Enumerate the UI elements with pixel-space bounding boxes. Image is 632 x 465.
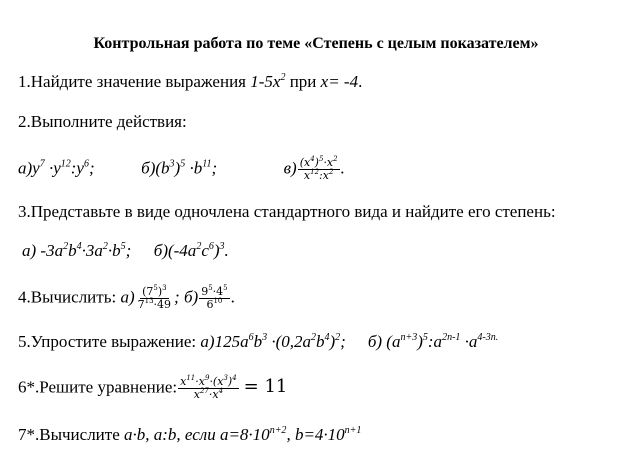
task-1-label: 1.Найдите значение выражения: [18, 72, 251, 91]
task-3-a-part: ·3a: [81, 241, 103, 260]
task-4-b-fraction: [199, 286, 229, 311]
task-5-a-sup: 2: [310, 332, 316, 343]
task-4-a-den-part: ·49: [153, 298, 172, 311]
task-5-a-sup: 3: [262, 332, 268, 343]
task-4-a-num-part: (7: [142, 285, 154, 298]
task-3-a-part: ;: [125, 241, 132, 260]
task-2-a-sup: 6: [83, 158, 89, 170]
task-6-fraction: [178, 376, 239, 401]
task-2-a-label: а): [18, 158, 33, 178]
task-5-a-part: ;: [340, 332, 346, 351]
task-7-expr: a·b, a:b, если a=8·10: [124, 425, 270, 444]
task-2-c-num-sup: 5: [318, 155, 324, 163]
task-4-b-num-part: ·4: [212, 285, 224, 298]
task-2-c-label: в): [283, 158, 297, 178]
task-3-a-part: b: [68, 241, 77, 260]
task-2-a-part: :y: [70, 158, 84, 178]
task-3-b-part: c: [201, 241, 209, 260]
task-2-c-den-sup: 12: [310, 168, 320, 176]
task-5-a-sup: 6: [248, 332, 254, 343]
task-4-end: .: [230, 287, 235, 307]
task-5-a-label: а): [200, 332, 215, 351]
task-2-b-sup: 3: [169, 158, 175, 170]
task-5-a-sup: 4: [324, 332, 330, 343]
task-4-a-label: а): [120, 287, 135, 307]
task-5-label: 5.Упростите выражение:: [18, 332, 201, 351]
task-2-c-den-sup: 2: [328, 168, 334, 176]
task-5-a-part: ·(0,2a: [267, 332, 311, 351]
task-2-b-sup: 5: [180, 158, 186, 170]
task-3-a-sup: 5: [120, 241, 126, 252]
task-5-a-part: ): [329, 332, 336, 351]
task-6-num-sup: 11: [186, 374, 196, 382]
task-2-c-num-part: (x: [299, 156, 311, 169]
task-5: [18, 332, 498, 352]
task-2-b-part: ): [174, 158, 181, 178]
task-7-mid: , b=4·10: [286, 425, 345, 444]
task-4-b-label: б): [183, 287, 199, 307]
task-1-mid: при: [285, 72, 321, 91]
task-5-a-part: b: [253, 332, 263, 351]
task-6-den-sup: 27: [199, 387, 209, 395]
task-2-b-part: ·b: [185, 158, 203, 178]
task-2-b-sup: 11: [202, 158, 212, 170]
task-5-b-sup: 4-3n.: [477, 332, 499, 343]
task-2-b-label: б): [141, 158, 156, 178]
task-6-num-part: ·x: [195, 375, 205, 388]
task-4-separator: ;: [174, 287, 184, 307]
task-2-c-num-part: ): [314, 156, 319, 169]
task-5-b-part: (a: [382, 332, 401, 351]
task-4-b-den-part: 6: [206, 298, 214, 311]
task-3-a-label: а): [22, 241, 41, 260]
task-4-a-num-sup: 5: [153, 284, 158, 292]
task-1-cond: x= -4: [320, 72, 359, 91]
task-6-den-part: x: [193, 388, 200, 401]
task-2-c-num-part: ·x: [323, 156, 334, 169]
task-2-c-num-sup: 4: [310, 155, 315, 163]
task-3-a-part: ·b: [107, 241, 121, 260]
task-5-a-sup: 2: [335, 332, 341, 343]
task-4-b-den-sup: 10: [213, 297, 223, 305]
task-3-a-part: -3a: [40, 241, 64, 260]
task-4: [18, 286, 235, 311]
worksheet-title: Контрольная работа по теме «Степень с целым показателем»: [93, 35, 539, 52]
task-3-a-sup: 4: [76, 241, 82, 252]
task-7-sup-1: n+2: [269, 425, 287, 436]
task-3-b-part: ): [213, 241, 220, 260]
task-4-b-num-sup: 5: [208, 284, 213, 292]
task-4-a-num-part: ): [157, 285, 163, 298]
task-3-a-sup: 2: [102, 241, 108, 252]
task-6-num-part: ): [227, 375, 233, 388]
task-6-den-sup: 4: [218, 387, 224, 395]
task-6-num-sup: 4: [232, 374, 237, 382]
task-3-b-part: (-4a: [167, 241, 197, 260]
task-2-expressions: [18, 157, 345, 182]
task-3-b-sup: 2: [196, 241, 202, 252]
task-1-expr: 1-5x: [250, 72, 281, 91]
task-2-a-part: ;: [88, 158, 95, 178]
task-5-a: [200, 332, 345, 351]
task-6-num-part: x: [180, 375, 187, 388]
task-3-a-sup: 2: [63, 241, 69, 252]
task-4-a-fraction: [136, 286, 173, 311]
task-2-c-end: .: [340, 158, 345, 178]
task-3-label: 3.Представьте в виде одночлена стандартного вида и найдите его степень:: [18, 202, 556, 221]
task-5-a-part: 125a: [214, 332, 249, 351]
task-5-b-sup: 5: [422, 332, 428, 343]
task-7-label: 7*.Вычислите: [18, 425, 125, 444]
task-6-rhs: = 11: [243, 376, 288, 398]
task-5-b-sup: n+3: [400, 332, 418, 343]
task-2-label: 2.Выполните действия:: [18, 112, 187, 131]
task-1: [18, 72, 362, 92]
task-2-a-part: ·y: [44, 158, 61, 178]
task-2-c-num-sup: 2: [333, 155, 338, 163]
task-3-b-label: б): [153, 241, 168, 260]
task-7-sup-2: n+1: [344, 425, 362, 436]
task-5-b: [368, 332, 498, 351]
task-2-a-sup: 12: [60, 158, 71, 170]
task-1-expr-sup: 2: [280, 72, 286, 83]
task-3-b-sup: 6: [208, 241, 214, 252]
task-2-c-fraction: [298, 157, 340, 182]
task-2-c-den-part: x: [303, 169, 311, 182]
task-4-b-num-sup: 5: [223, 284, 228, 292]
task-6-label: 6*.Решите уравнение:: [18, 377, 178, 397]
task-2-c-den-part: :x: [319, 169, 329, 182]
task-5-b-part: ·a: [460, 332, 478, 351]
task-5-b-part: ): [417, 332, 423, 351]
task-2-a-sup: 7: [39, 158, 45, 170]
task-4-a-den-sup: 13: [144, 297, 154, 305]
task-3-expressions: [22, 241, 229, 261]
task-5-b-sup: 2n-1: [442, 332, 461, 343]
task-6-den-part: ·x: [208, 388, 219, 401]
task-7: [18, 425, 361, 445]
task-1-end: .: [358, 72, 363, 91]
task-5-a-part: b: [315, 332, 325, 351]
task-4-label: 4.Вычислить:: [18, 287, 121, 307]
task-4-b-num-part: 9: [201, 285, 209, 298]
task-4-a-num-sup: 3: [162, 284, 167, 292]
task-6-num-sup: 9: [204, 374, 210, 382]
task-4-a-den-part: 7: [137, 298, 145, 311]
task-5-b-part: :a: [427, 332, 443, 351]
task-2-b-part: ;: [211, 158, 218, 178]
task-2-b-part: (b: [155, 158, 170, 178]
task-5-b-label: б): [367, 332, 383, 351]
task-3-b-sup: 3: [219, 241, 225, 252]
task-6-num-part: ·(x: [209, 375, 224, 388]
task-3-b-part: .: [224, 241, 229, 260]
task-6: [18, 376, 287, 401]
task-6-num-sup: 3: [223, 374, 228, 382]
task-2-a-part: y: [32, 158, 40, 178]
